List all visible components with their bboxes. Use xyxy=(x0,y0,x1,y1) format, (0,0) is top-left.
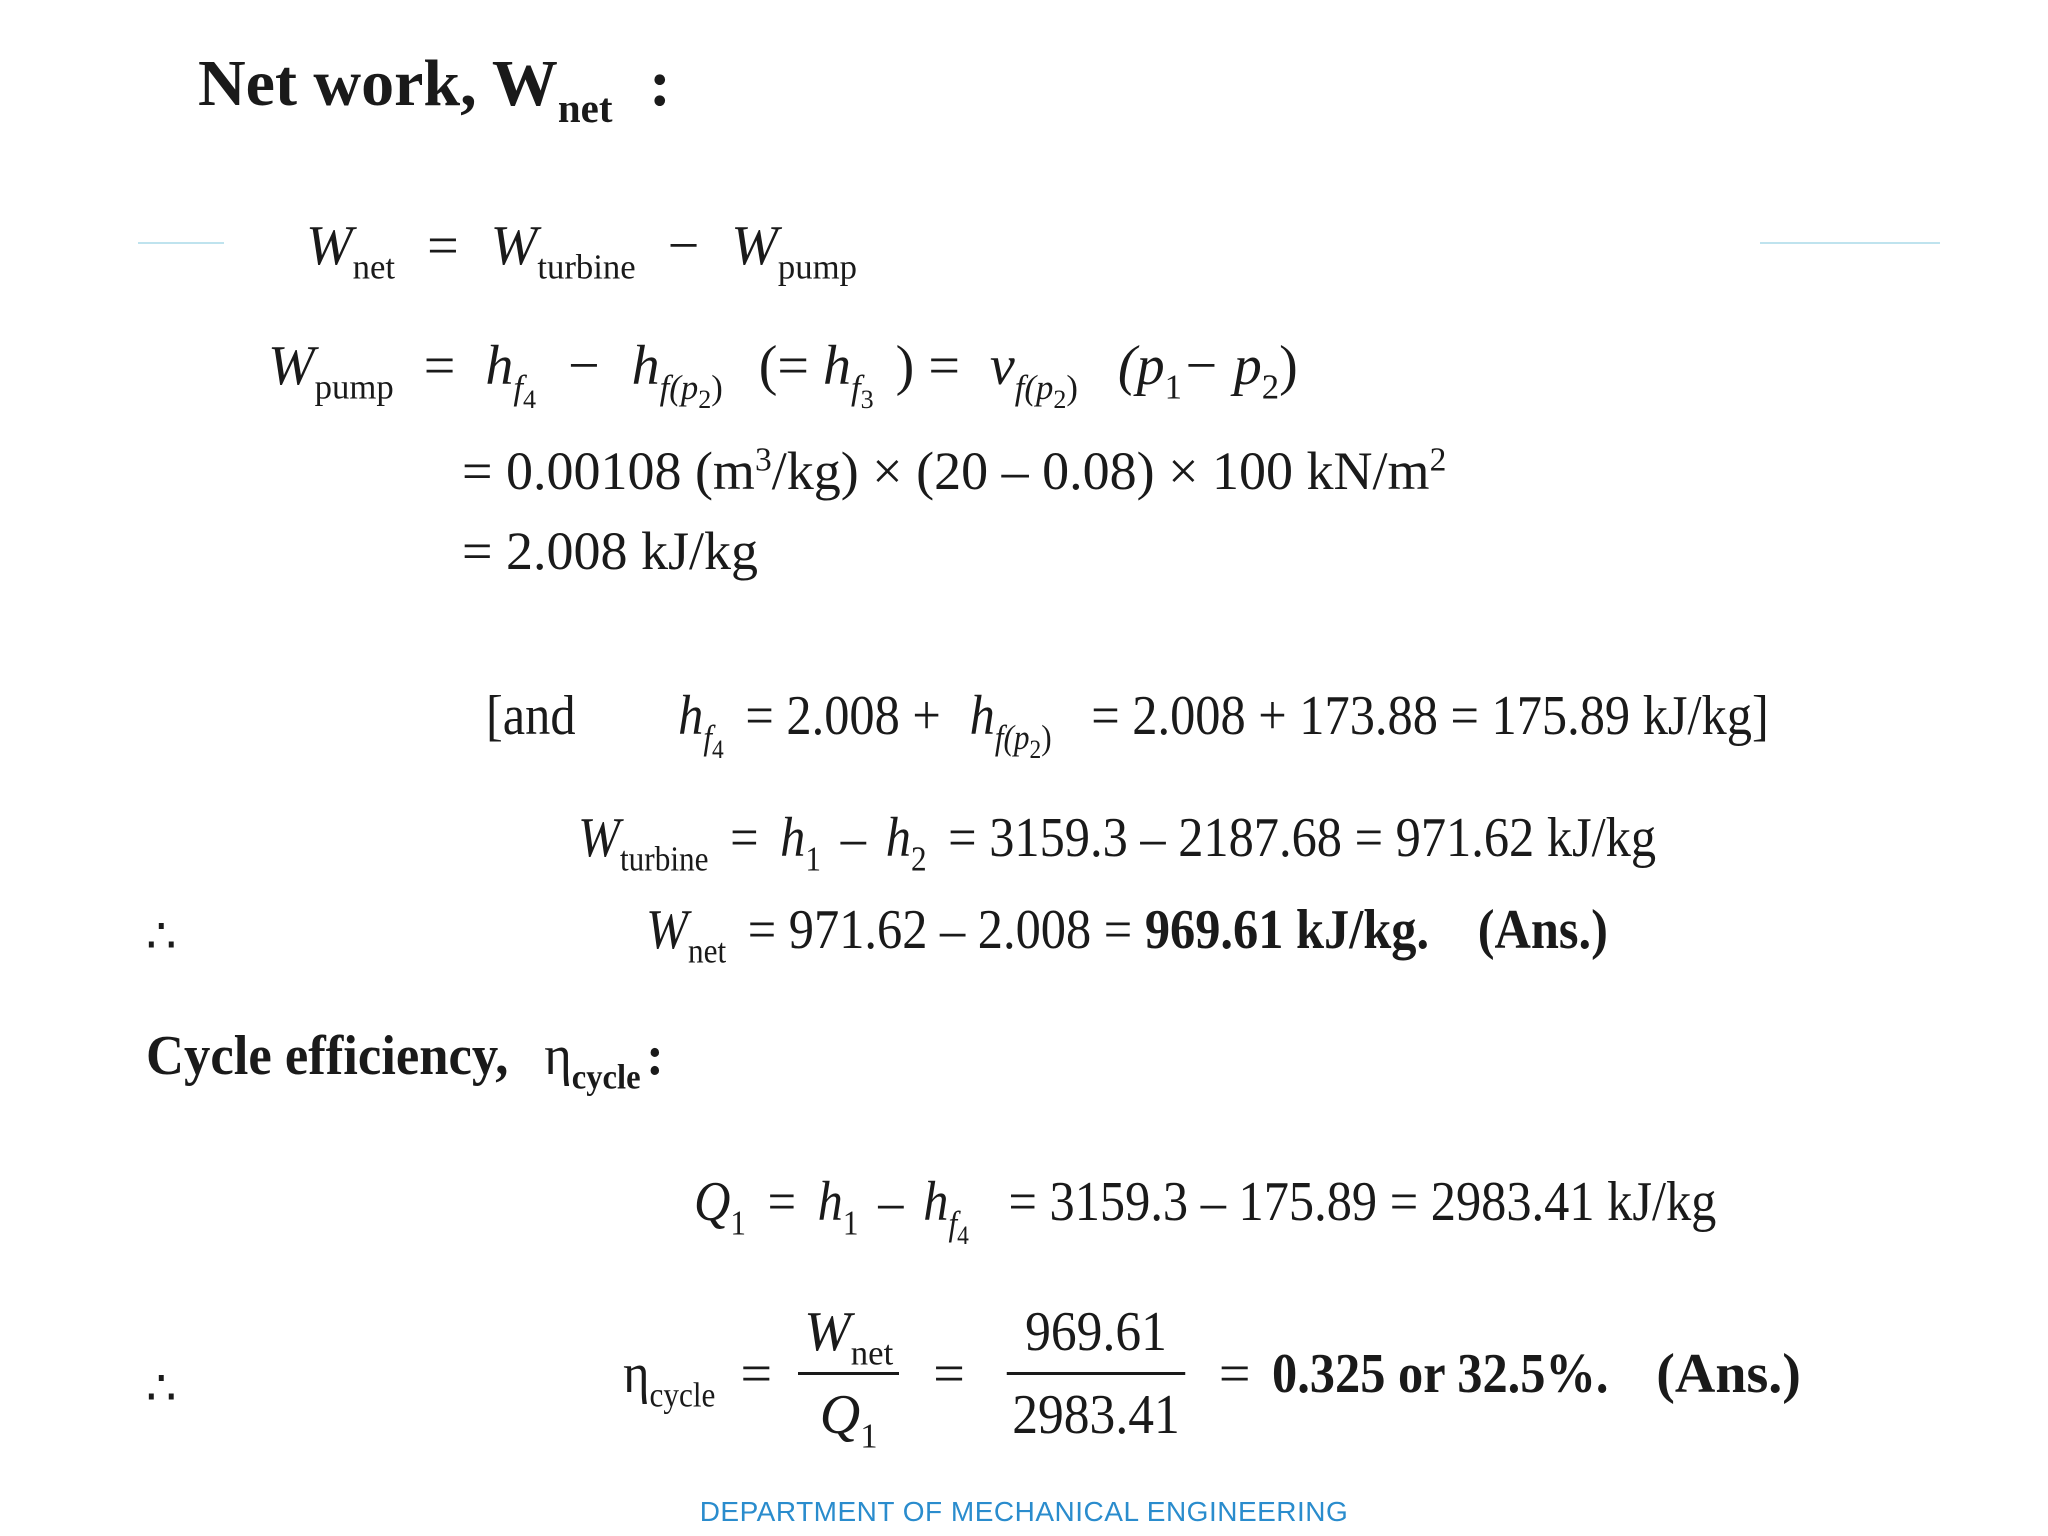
therefore-symbol-2: ∴ xyxy=(146,1362,177,1415)
therefore-symbol-1: ∴ xyxy=(146,910,177,963)
fraction-wnet-q1: $\frac{W_{net}}{Q_1}$ xyxy=(798,1300,899,1447)
eq-wnet-definition: $W_{net} = W_{turbine} - W_{pump}$ xyxy=(306,215,858,287)
eq-wnet-result: $W_{net} = 971.62 - 2.008 = 969.61$ kJ/kg. (Ans.) xyxy=(646,899,1608,971)
right-divider-rule xyxy=(1760,242,1940,244)
eq-wpump-formula: $W_{pump} = h_{f_4} - h_{f(p_2)}$ (= $h_{f_3}$ ) = $v_{f(p_2)}$ $(p_1- p_2)$ xyxy=(268,335,1298,414)
eq-wturbine: $W_{turbine} = h_1 - h_2 = 3159.3 - 2187.68 = 971.62$ kJ/kg xyxy=(578,807,1657,879)
eq-wpump-result: = 2.008 kJ/kg xyxy=(462,521,758,581)
eq-q1: $Q_1 = h_1 - h_{f_4} = 3159.3 - 175.89 = 2983.41$ kJ/kg xyxy=(694,1171,1717,1250)
footer-department: DEPARTMENT OF MECHANICAL ENGINEERING xyxy=(699,1496,1349,1527)
fraction-values: $\frac{969.61}{2983.41}$ xyxy=(1007,1300,1185,1447)
eq-wpump-substitution: = 0.00108 $(m^3/kg) \times (20 - 0.08) \times 100$ $kN/m^2$ xyxy=(462,441,1447,501)
heading-cycle-efficiency: Cycle efficiency, $\eta_{cycle}$ : xyxy=(146,1025,664,1097)
left-divider-rule xyxy=(138,242,224,244)
eq-eta-cycle: $\eta_{cycle}$ = $\frac{W_{net}}{Q_1}$ = $\frac{969.61}{2983.41}$ = 0.325 or 32.5%. (Ans.) xyxy=(623,1301,1801,1456)
heading-net-work: Net work, $W_{net}$ : xyxy=(198,47,671,132)
eq-hf4: [and $h_{f_4} = 2.008 + h_{f(p_2)} = 2.008 + 173.88 = 175.89$ kJ/kg] xyxy=(486,685,1769,764)
